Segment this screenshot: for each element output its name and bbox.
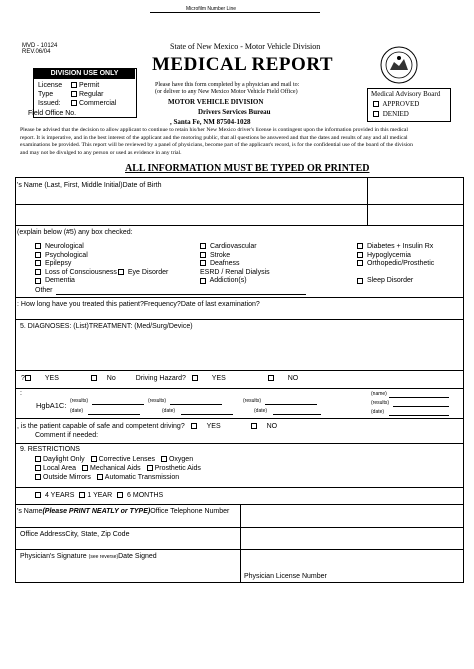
deafness-checkbox[interactable] xyxy=(200,260,206,266)
notice-paragraph xyxy=(20,127,468,157)
dementia-option[interactable] xyxy=(35,277,168,286)
notice-line-1: Please be advised that the decision to allow applicant to continue to retain his/her New Mexico driver's license is contingent upon the information provided in this medical xyxy=(20,127,408,133)
cardiovascular-option[interactable] xyxy=(200,243,270,252)
sleep-disorder-label: Sleep Disorder xyxy=(366,277,414,285)
instructions-line-1: Please have this form completed by a physician and mail to: xyxy=(155,82,300,88)
restrictions-list xyxy=(35,455,201,482)
mechanical-aids-checkbox[interactable] xyxy=(82,465,88,471)
license-label: License xyxy=(38,82,63,89)
approved-label: APPROVED xyxy=(382,100,420,108)
hgba1c-date-input[interactable] xyxy=(88,414,140,415)
form-revision: REV.06/04 xyxy=(22,49,51,55)
capable-row xyxy=(17,423,277,430)
six-months-label: 6 MONTHS xyxy=(127,492,164,499)
loss-consciousness-checkbox[interactable] xyxy=(35,269,41,275)
outside-mirrors-label: Outside Mirrors xyxy=(43,474,91,481)
type-label: Type xyxy=(38,91,54,98)
denied-checkbox[interactable] xyxy=(373,111,379,117)
daylight-only-label: Daylight Only xyxy=(43,456,85,463)
physician-name-label xyxy=(17,508,229,515)
conditions-col-2 xyxy=(200,243,270,286)
physician-name-prefix: 's Name xyxy=(17,508,43,515)
commercial-label: Commercial xyxy=(79,100,117,107)
corrective-lenses-checkbox[interactable] xyxy=(91,456,97,462)
deafness-label: Deafness xyxy=(209,260,240,268)
question-mark: ? xyxy=(21,375,25,382)
treated-question: : How long have you treated this patient?Frequency?Date of last examination? xyxy=(17,301,260,308)
lab3-date-label: (date) xyxy=(254,408,268,414)
corrective-lenses-label: Corrective Lenses xyxy=(98,456,156,463)
conditions-col-1 xyxy=(35,243,168,286)
prosthetic-aids-label: Prosthetic Aids xyxy=(154,465,201,472)
mechanical-aids-label: Mechanical Aids xyxy=(90,465,141,472)
regular-checkbox[interactable] xyxy=(71,91,77,97)
addiction-checkbox[interactable] xyxy=(200,278,206,284)
hypoglycemia-label: Hypoglycemia xyxy=(366,251,411,259)
denied-label: DENIED xyxy=(382,110,409,118)
division-use-title: DIVISION USE ONLY xyxy=(34,69,135,79)
esrd-label: ESRD / Renal Dialysis xyxy=(200,268,270,276)
driving-hazard-no-checkbox[interactable] xyxy=(268,375,274,381)
epilepsy-option[interactable] xyxy=(35,260,168,269)
microfilm-line xyxy=(150,12,320,13)
neurological-option[interactable] xyxy=(35,243,168,252)
deafness-option[interactable] xyxy=(200,260,270,269)
neurological-label: Neurological xyxy=(44,243,84,250)
prosthetic-aids-checkbox[interactable] xyxy=(147,465,153,471)
hgba1c-results-input[interactable] xyxy=(92,404,144,405)
diabetes-option[interactable] xyxy=(357,243,434,252)
issued-label: Issued: xyxy=(38,100,61,107)
driving-hazard-yes-checkbox[interactable] xyxy=(192,375,198,381)
notice-line-3: examinations be provided. This report will be reviewed by a panel of physicians, become part of the applicant's record, is for the confidential use of the board of the division xyxy=(20,142,413,149)
lab-date-label: (date) xyxy=(371,409,385,415)
outside-mirrors-checkbox[interactable] xyxy=(35,474,41,480)
approved-checkbox[interactable] xyxy=(373,101,379,107)
lab-name-input[interactable] xyxy=(389,397,449,398)
regular-label: Regular xyxy=(79,91,104,98)
notice-line-4: and may not be divulged to any person or used as evidence in any trial. xyxy=(20,149,182,156)
psychological-option[interactable] xyxy=(35,252,168,261)
lab3-date-input[interactable] xyxy=(273,414,321,415)
loss-consciousness-label: Loss of Consciousness xyxy=(44,268,117,276)
capable-yes-checkbox[interactable] xyxy=(191,423,197,429)
microfilm-label: Microfilm Number Line xyxy=(186,6,237,12)
instructions-line-2: (or deliver to any New Mexico Motor Vehicle Field Office) xyxy=(155,89,298,95)
restrictions-heading: 9. RESTRICTIONS xyxy=(20,446,80,453)
orthopedic-label: Orthopedic/Prosthetic xyxy=(366,260,435,268)
four-years-label: 4 YEARS xyxy=(44,492,75,499)
address-line-1: MOTOR VEHICLE DIVISION xyxy=(168,98,264,106)
see-reverse-note: (see reverse) xyxy=(88,554,119,560)
lab-results-label: (results) xyxy=(371,400,390,406)
lab2-date-input[interactable] xyxy=(181,414,233,415)
review-period-row xyxy=(35,492,163,499)
lab3-results-input[interactable] xyxy=(265,404,317,405)
commercial-option[interactable] xyxy=(71,100,116,107)
hgba1c-label: HgbA1C: xyxy=(36,401,67,410)
approved-option[interactable] xyxy=(373,100,419,108)
hazard-q-no-checkbox[interactable] xyxy=(91,375,97,381)
hgba1c-results-label: (results) xyxy=(70,398,89,404)
permit-option[interactable] xyxy=(71,82,99,89)
oxygen-checkbox[interactable] xyxy=(161,456,167,462)
psychological-checkbox[interactable] xyxy=(35,252,41,258)
signature-label: Physician's Signature xyxy=(20,553,87,560)
lab-results-input[interactable] xyxy=(393,406,449,407)
capable-yes-label: YES xyxy=(206,423,221,430)
physician-license-label: Physician License Number xyxy=(244,573,327,580)
addiction-option[interactable] xyxy=(200,277,270,286)
explain-label: (explain below (#5) any box checked: xyxy=(17,229,133,236)
address-line-2: Drivers Services Bureau xyxy=(198,108,271,116)
dementia-checkbox[interactable] xyxy=(35,278,41,284)
comment-label: Comment if needed: xyxy=(35,432,99,439)
four-years-checkbox[interactable] xyxy=(35,492,41,498)
typed-printed-notice: ALL INFORMATION MUST BE TYPED OR PRINTED xyxy=(125,163,370,174)
yes-label-1: YES xyxy=(44,375,59,382)
sleep-disorder-checkbox[interactable] xyxy=(357,278,363,284)
sleep-disorder-option[interactable] xyxy=(357,277,434,286)
denied-option[interactable] xyxy=(373,110,409,118)
orthopedic-option[interactable] xyxy=(357,260,434,269)
automatic-transmission-label: Automatic Transmission xyxy=(104,474,180,481)
cardiovascular-label: Cardiovascular xyxy=(209,243,257,250)
permit-label: Permit xyxy=(79,82,100,89)
esrd-option[interactable] xyxy=(200,269,270,278)
eye-disorder-checkbox[interactable] xyxy=(118,269,124,275)
state-seal-icon xyxy=(380,46,418,84)
other-label: Other xyxy=(35,287,53,294)
hgba1c-date-label: (date) xyxy=(70,408,84,414)
stroke-option[interactable] xyxy=(200,252,270,261)
capable-no-checkbox[interactable] xyxy=(251,423,257,429)
page-title: MEDICAL REPORT xyxy=(152,54,334,75)
patient-name-label: 's Name (Last, First, Middle Initial)Date of Birth xyxy=(17,182,162,189)
advisory-board-title: Medical Advisory Board xyxy=(371,90,441,98)
driving-hazard-label: Driving Hazard? xyxy=(135,375,186,382)
diagnoses-label: 5. DIAGNOSES: (List)TREATMENT: (Med/Surg/Device) xyxy=(20,323,193,330)
address-line-3: , Santa Fe, NM 87504-1028 xyxy=(170,118,251,126)
epilepsy-checkbox[interactable] xyxy=(35,260,41,266)
regular-option[interactable] xyxy=(71,91,104,98)
lab2-results-label: (results) xyxy=(148,398,167,404)
conditions-col-3 xyxy=(357,243,434,286)
capable-question: , is the patient capable of safe and competent driving? xyxy=(17,423,185,430)
state-heading: State of New Mexico - Motor Vehicle Division xyxy=(170,42,321,51)
lab-name-label: (name) xyxy=(371,391,387,397)
neurological-checkbox[interactable] xyxy=(35,243,41,249)
office-telephone-label: Office Telephone Number xyxy=(150,508,230,515)
cardiovascular-checkbox[interactable] xyxy=(200,243,206,249)
field-office-label: Field Office No. xyxy=(28,110,77,117)
diabetes-label: Diabetes + Insulin Rx xyxy=(366,243,434,250)
capable-no-label: NO xyxy=(266,423,278,430)
lab-date-input[interactable] xyxy=(389,415,449,416)
hazard-q-yes-checkbox[interactable] xyxy=(25,375,31,381)
other-input[interactable] xyxy=(56,294,306,295)
lab2-results-input[interactable] xyxy=(170,404,222,405)
permit-checkbox[interactable] xyxy=(71,82,77,88)
loss-consciousness-option[interactable] xyxy=(35,269,168,278)
lab-colon: : xyxy=(20,390,22,397)
one-year-label: 1 YEAR xyxy=(87,492,113,499)
form-number: MVD - 10124 xyxy=(22,43,58,49)
notice-line-2: report. It is imperative, and in the best interest of the applicant and the motoring public, that all questions be answered and that the dates and results of any and all medical xyxy=(20,134,408,141)
hypoglycemia-checkbox[interactable] xyxy=(357,252,363,258)
lab2-date-label: (date) xyxy=(162,408,176,414)
field-office-input[interactable] xyxy=(88,117,136,118)
diabetes-checkbox[interactable] xyxy=(357,243,363,249)
addiction-label: Addiction(s) xyxy=(209,277,247,285)
automatic-transmission-checkbox[interactable] xyxy=(97,474,103,480)
no-label-1: No xyxy=(106,375,116,382)
dementia-label: Dementia xyxy=(44,277,75,285)
local-area-label: Local Area xyxy=(43,465,77,472)
no-label-2: NO xyxy=(287,375,299,382)
date-signed-label: Date Signed xyxy=(118,553,157,560)
epilepsy-label: Epilepsy xyxy=(44,260,72,268)
print-neatly-note: (Please PRINT NEATLY or TYPE) xyxy=(42,508,151,515)
six-months-checkbox[interactable] xyxy=(117,492,123,498)
daylight-only-checkbox[interactable] xyxy=(35,456,41,462)
stroke-checkbox[interactable] xyxy=(200,252,206,258)
stroke-label: Stroke xyxy=(209,251,231,259)
office-address-label: Office AddressCity, State, Zip Code xyxy=(20,531,130,538)
signature-row xyxy=(20,553,157,560)
commercial-checkbox[interactable] xyxy=(71,100,77,106)
yes-label-2: YES xyxy=(211,375,226,382)
one-year-checkbox[interactable] xyxy=(79,492,85,498)
local-area-checkbox[interactable] xyxy=(35,465,41,471)
oxygen-label: Oxygen xyxy=(168,456,194,463)
hazard-row xyxy=(21,375,298,382)
eye-disorder-label: Eye Disorder xyxy=(127,268,169,276)
psychological-label: Psychological xyxy=(44,251,88,259)
lab3-results-label: (results) xyxy=(243,398,262,404)
orthopedic-checkbox[interactable] xyxy=(357,260,363,266)
hypoglycemia-option[interactable] xyxy=(357,252,434,261)
